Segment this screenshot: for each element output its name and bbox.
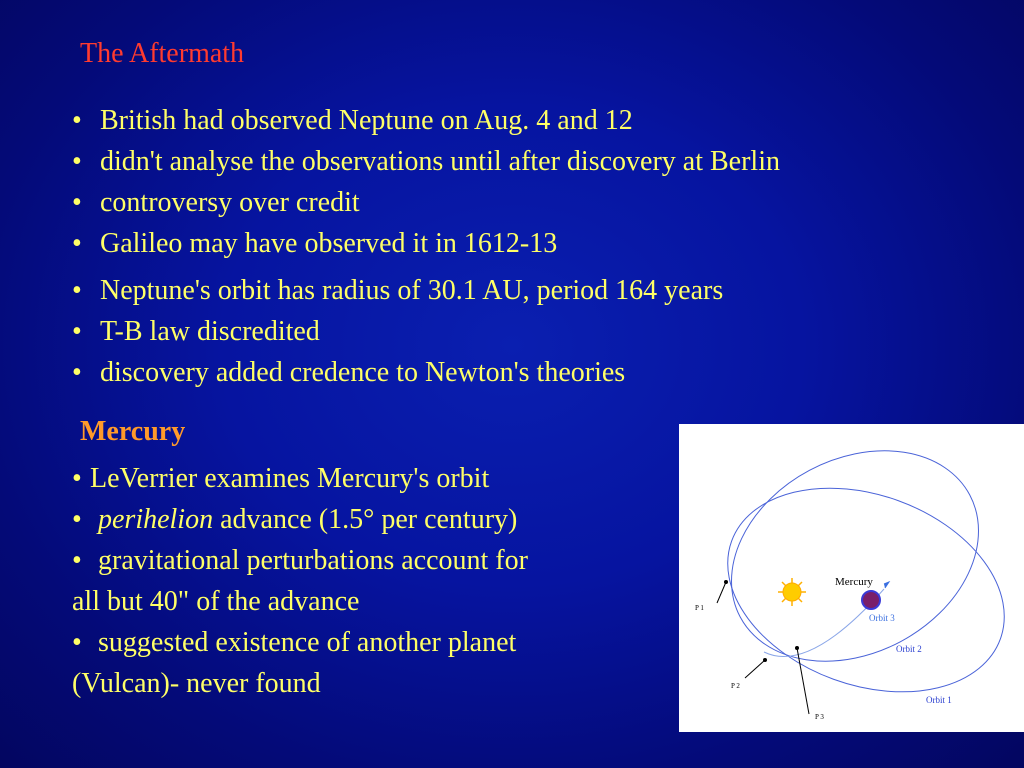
list-item: • Galileo may have observed it in 1612-13	[72, 223, 780, 264]
mercury-text	[72, 458, 672, 704]
mercury-planet	[862, 591, 880, 609]
mercury-line: all but 40" of the advance	[72, 586, 360, 617]
p3-label: P 3	[815, 713, 824, 721]
mercury-line: • perihelion advance (1.5° per century)	[72, 499, 672, 540]
bullet-icon: •	[72, 627, 82, 658]
orbit-3-arrow	[884, 582, 889, 588]
list-item: • British had observed Neptune on Aug. 4 and 12	[72, 100, 780, 141]
aftermath-list-2	[72, 270, 723, 393]
p3-leader	[797, 648, 809, 714]
list-item: • discovery added credence to Newton's theories	[72, 352, 723, 393]
bullet-icon: •	[72, 228, 82, 259]
orbit2-label: Orbit 2	[896, 644, 922, 654]
bullet-icon: •	[72, 463, 82, 494]
mercury-line: • gravitational perturbations account for	[72, 540, 672, 581]
mercury-line: • suggested existence of another planet	[72, 622, 672, 663]
p1-leader	[717, 582, 726, 603]
bullet-icon: •	[72, 146, 82, 177]
p1-label: P 1	[695, 604, 704, 612]
list-item: • Neptune's orbit has radius of 30.1 AU, period 164 years	[72, 270, 723, 311]
mercury-heading: Mercury	[80, 416, 186, 447]
orbit1-label: Orbit 1	[926, 695, 952, 705]
list-item: • T-B law discredited	[72, 311, 723, 352]
mercury-line: • LeVerrier examines Mercury's orbit	[72, 458, 672, 499]
bullet-icon: •	[72, 316, 82, 347]
slide-title: The Aftermath	[80, 38, 245, 69]
orbit-diagram-svg	[679, 424, 1024, 732]
p2-label: P 2	[731, 682, 740, 690]
bullet-icon: •	[72, 105, 82, 136]
orbit-1	[699, 452, 1024, 728]
aftermath-list-1	[72, 100, 780, 264]
bullet-icon: •	[72, 545, 82, 576]
bullet-icon: •	[72, 504, 82, 535]
list-item: • controversy over credit	[72, 182, 780, 223]
list-item: • didn't analyse the observations until after discovery at Berlin	[72, 141, 780, 182]
bullet-icon: •	[72, 275, 82, 306]
bullet-icon: •	[72, 187, 82, 218]
orbit-2	[695, 424, 1016, 703]
orbit3-label: Orbit 3	[869, 613, 895, 623]
mercury-label: Mercury	[835, 576, 873, 588]
perihelion-term: perihelion	[98, 504, 214, 535]
mercury-line: (Vulcan)- never found	[72, 668, 321, 699]
p2-leader	[745, 660, 765, 678]
sun-icon	[778, 578, 806, 606]
bullet-icon: •	[72, 357, 82, 388]
orbit-diagram	[679, 424, 1024, 732]
